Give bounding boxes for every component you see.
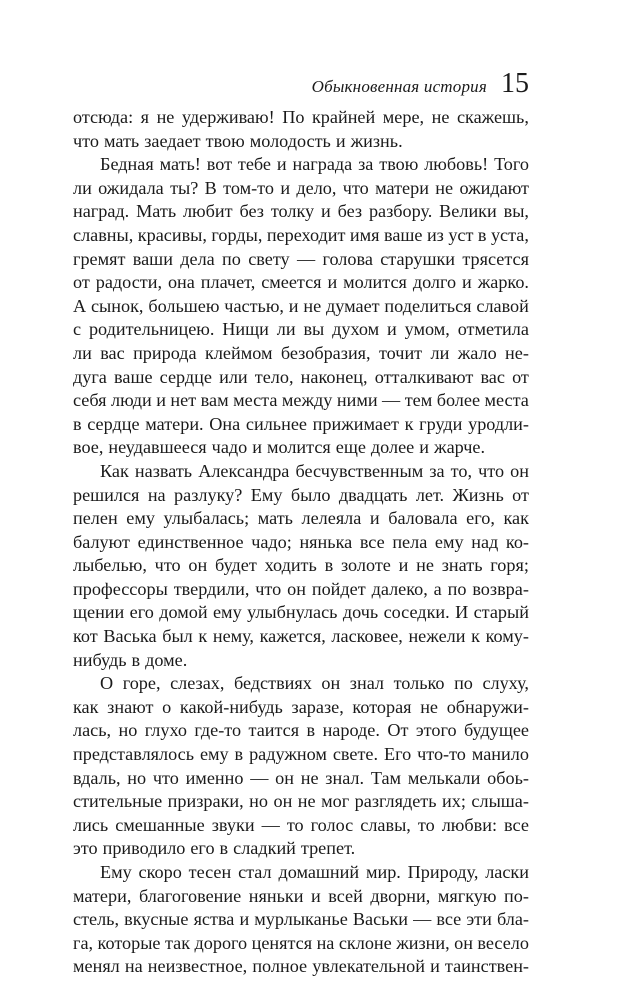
text-line: вое, неудавшееся чадо и молится еще долее и жарче. [73,437,486,458]
paragraph [73,106,529,153]
text-line: Бедная мать! вот тебе и награда за твою любовь! Того [100,154,529,175]
text-line: лись смешанные звуки — то голос славы, то любви: все [73,814,529,835]
text-line: менял на неизвестное, полное увлекательной и таинствен- [73,956,529,977]
paragraph [73,861,529,979]
text-line: га, которые так дорого ценятся на склоне жизни, он весело [73,932,529,953]
text-line: от радости, она плачет, смеется и молится долго и жарко. [73,272,529,293]
paragraph [73,153,529,460]
text-line: А сынок, большею частью, и не думает поделиться славой [73,295,529,316]
text-line: кот Васька был к нему, кажется, ласковее, нежели к кому- [73,626,529,647]
text-line: как знают о какой-нибудь заразе, которая не обнаружи- [73,696,529,717]
text-line: нибудь в доме. [73,649,188,670]
page-header [312,70,529,98]
text-line: гремят ваши дела по свету — голова старушки трясется [73,248,529,269]
text-line: щении его домой ему улыбнулась дочь соседки. И старый [73,602,529,623]
text-line: балуют единственное чадо; нянька все пела ему над ко- [73,531,529,552]
text-line: это приводило его в сладкий трепет. [73,838,356,859]
paragraph [73,460,529,672]
text-line: наград. Мать любит без толку и без разбору. Велики вы, [73,201,529,222]
text-line: вдаль, но что именно — он не знал. Там мелькали обоь- [73,767,529,788]
paragraph [73,672,529,861]
text-line: дуга ваше сердце или тело, наконец, отталкивают вас от [73,366,529,387]
text-line: лыбелью, что он будет ходить в золоте и не знать горя; [73,555,529,576]
text-line: профессоры твердили, что он пойдет далеко, а по возвра- [73,578,529,599]
text-line: с родительницею. Нищи ли вы духом и умом, отметила [73,319,529,340]
text-line: лась, но глухо где-то таится в народе. От этого будущее [73,720,529,741]
body-text [73,106,529,979]
text-line: ли ожидала ты? В том-то и дело, что матери не ожидают [73,177,529,198]
text-line: в сердце матери. Она сильнее прижимает к груди уродли- [73,413,529,434]
page-number: 15 [501,68,529,99]
text-line: ли вас природа клеймом безобразия, точит ли жало не- [73,342,529,363]
text-line: Как назвать Александра бесчувственным за то, что он [100,460,529,481]
text-line: решился на разлуку? Ему было двадцать лет. Жизнь от [73,484,529,505]
text-line: славны, красивы, горды, переходит имя ваше из уст в уста, [73,224,529,245]
text-line: матери, благоговение няньки и всей дворни, мягкую по- [73,885,529,906]
text-line: представлялось ему в радужном свете. Его что-то манило [73,744,529,765]
text-line: отсюда: я не удерживаю! По крайней мере, не скажешь, [73,107,529,127]
text-line: что мать заедает твою молодость и жизнь. [73,130,403,151]
running-title: Обыкновенная история [311,77,487,96]
text-line: стель, вкусные яства и мурлыканье Васьки — все эти бла- [73,909,529,930]
text-line: стительные призраки, но он не мог разглядеть их; слыша- [73,791,529,812]
text-line: О горе, слезах, бедствиях он знал только по слуху, [100,673,529,694]
text-line: Ему скоро тесен стал домашний мир. Природу, ласки [100,862,529,882]
text-line: себя люди и нет вам места между ними — тем более места [73,390,529,411]
text-line: пелен ему улыбалась; мать лелеяла и баловала его, как [73,508,529,529]
